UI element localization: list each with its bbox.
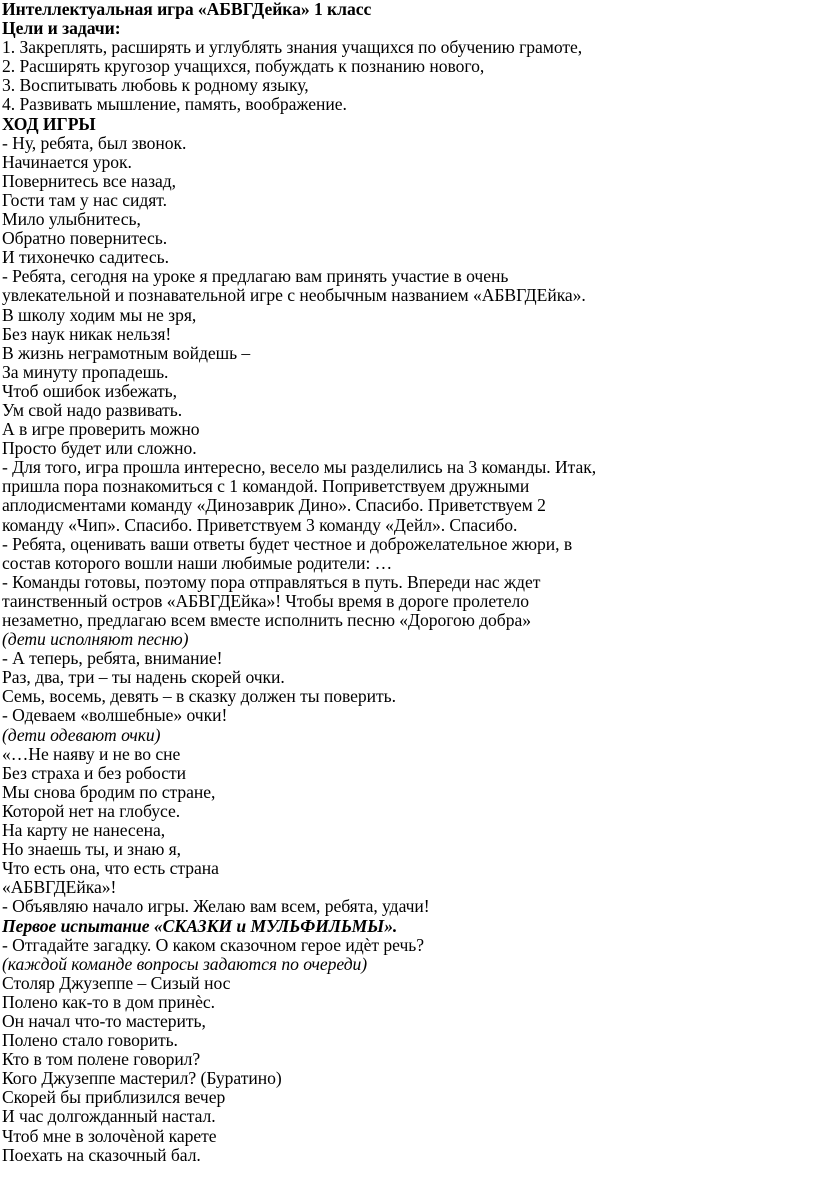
text-line: - А теперь, ребята, внимание! bbox=[2, 648, 223, 669]
text-line: пришла пора познакомиться с 1 командой. Поприветствуем дружными bbox=[2, 476, 530, 497]
text-line: Мы снова бродим по стране, bbox=[2, 781, 216, 802]
script-block-a bbox=[2, 134, 814, 630]
stage-note-song: (дети исполняют песню) bbox=[2, 629, 189, 650]
text-line: На карту не нанесена, bbox=[2, 820, 166, 841]
stage-note-glasses: (дети одевают очки) bbox=[2, 724, 161, 745]
text-line: - Команды готовы, поэтому пора отправляться в путь. Впереди нас ждет bbox=[2, 571, 541, 592]
text-line: команду «Чип». Спасибо. Приветствуем 3 команду «Дейл». Спасибо. bbox=[2, 514, 518, 535]
text-line: Что есть она, что есть страна bbox=[2, 858, 219, 879]
text-line: Но знаешь ты, и знаю я, bbox=[2, 839, 182, 860]
text-line: Полено как-то в дом принѐс. bbox=[2, 991, 215, 1012]
text-line: В жизнь неграмотным войдешь – bbox=[2, 342, 251, 363]
text-line: Полено стало говорить. bbox=[2, 1030, 178, 1051]
text-line: - Для того, игра прошла интересно, весело мы разделились на 3 команды. Итак, bbox=[2, 457, 597, 478]
test1-heading: Первое испытание «СКАЗКИ и МУЛЬФИЛЬМЫ». bbox=[2, 915, 398, 936]
text-line: Он начал что-то мастерить, bbox=[2, 1010, 206, 1031]
text-line: - Ребята, оценивать ваши ответы будет честное и доброжелательное жюри, в bbox=[2, 533, 573, 554]
riddle-block bbox=[2, 974, 814, 1165]
script-block-b bbox=[2, 649, 814, 725]
text-line: Обратно повернитесь. bbox=[2, 228, 168, 249]
text-line: «АБВГДЕйка»! bbox=[2, 877, 117, 898]
text-line: Кого Джузеппе мастерил? (Буратино) bbox=[2, 1068, 282, 1089]
text-line: Кто в том полене говорил? bbox=[2, 1049, 201, 1070]
text-line: аплодисментами команду «Динозаврик Дино». Спасибо. Приветствуем 2 bbox=[2, 495, 546, 516]
text-line: - Ребята, сегодня на уроке я предлагаю вам принять участие в очень bbox=[2, 266, 509, 287]
goals-list bbox=[2, 38, 814, 114]
goal-item: 3. Воспитывать любовь к родному языку, bbox=[2, 75, 309, 96]
stage-note-questions: (каждой команде вопросы задаются по очереди) bbox=[2, 953, 368, 974]
text-line: Столяр Джузеппе – Сизый нос bbox=[2, 972, 231, 993]
text-line: Чтоб мне в золочѐной карете bbox=[2, 1125, 217, 1146]
text-line: Просто будет или сложно. bbox=[2, 438, 197, 459]
text-line: Повернитесь все назад, bbox=[2, 170, 176, 191]
text-line: незаметно, предлагаю всем вместе исполнить песню «Дорогою добра» bbox=[2, 610, 531, 630]
text-line: Гости там у нас сидят. bbox=[2, 189, 167, 210]
text-line: Скорей бы приблизился вечер bbox=[2, 1087, 226, 1108]
text-line: - Ну, ребята, был звонок. bbox=[2, 132, 187, 153]
text-line: Поехать на сказочный бал. bbox=[2, 1144, 201, 1165]
text-line: Без страха и без робости bbox=[2, 762, 186, 783]
text-line: Ум свой надо развивать. bbox=[2, 399, 183, 420]
game-heading: ХОД ИГРЫ bbox=[2, 113, 96, 134]
text-line: И тихонечко садитесь. bbox=[2, 247, 169, 268]
goal-item: 4. Развивать мышление, память, воображение. bbox=[2, 94, 347, 115]
script-block-c bbox=[2, 745, 814, 917]
text-line: - Одеваем «волшебные» очки! bbox=[2, 705, 228, 726]
text-line: таинственный остров «АБВГДЕйка»! Чтобы время в дороге пролетело bbox=[2, 590, 529, 611]
text-line: «…Не наяву и не во сне bbox=[2, 743, 181, 764]
text-line: - Объявляю начало игры. Желаю вам всем, ребята, удачи! bbox=[2, 896, 430, 917]
riddle-intro: - Отгадайте загадку. О каком сказочном герое идѐт речь? bbox=[2, 934, 424, 955]
goal-item: 1. Закреплять, расширять и углублять знания учащихся по обучению грамоте, bbox=[2, 37, 583, 58]
goals-heading: Цели и задачи: bbox=[2, 18, 121, 39]
text-line: За минуту пропадешь. bbox=[2, 361, 169, 382]
text-line: Без наук никак нельзя! bbox=[2, 323, 172, 344]
text-line: увлекательной и познавательной игре с необычным названием «АБВГДЕйка». bbox=[2, 285, 586, 306]
text-line: Мило улыбнитесь, bbox=[2, 209, 141, 230]
text-line: Которой нет на глобусе. bbox=[2, 800, 181, 821]
document-page bbox=[2, 0, 814, 1165]
text-line: В школу ходим мы не зря, bbox=[2, 304, 197, 325]
text-line: И час долгожданный настал. bbox=[2, 1106, 216, 1127]
text-line: А в игре проверить можно bbox=[2, 419, 200, 440]
text-line: состав которого вошли наши любимые родители: … bbox=[2, 552, 393, 573]
text-line: Начинается урок. bbox=[2, 151, 132, 172]
text-line: Чтоб ошибок избежать, bbox=[2, 380, 177, 401]
text-line: Раз, два, три – ты надень скорей очки. bbox=[2, 667, 285, 688]
text-line: Семь, восемь, девять – в сказку должен ты поверить. bbox=[2, 686, 396, 707]
document-title: Интеллектуальная игра «АБВГДейка» 1 класс bbox=[2, 0, 372, 19]
goal-item: 2. Расширять кругозор учащихся, побуждать к познанию нового, bbox=[2, 56, 485, 77]
